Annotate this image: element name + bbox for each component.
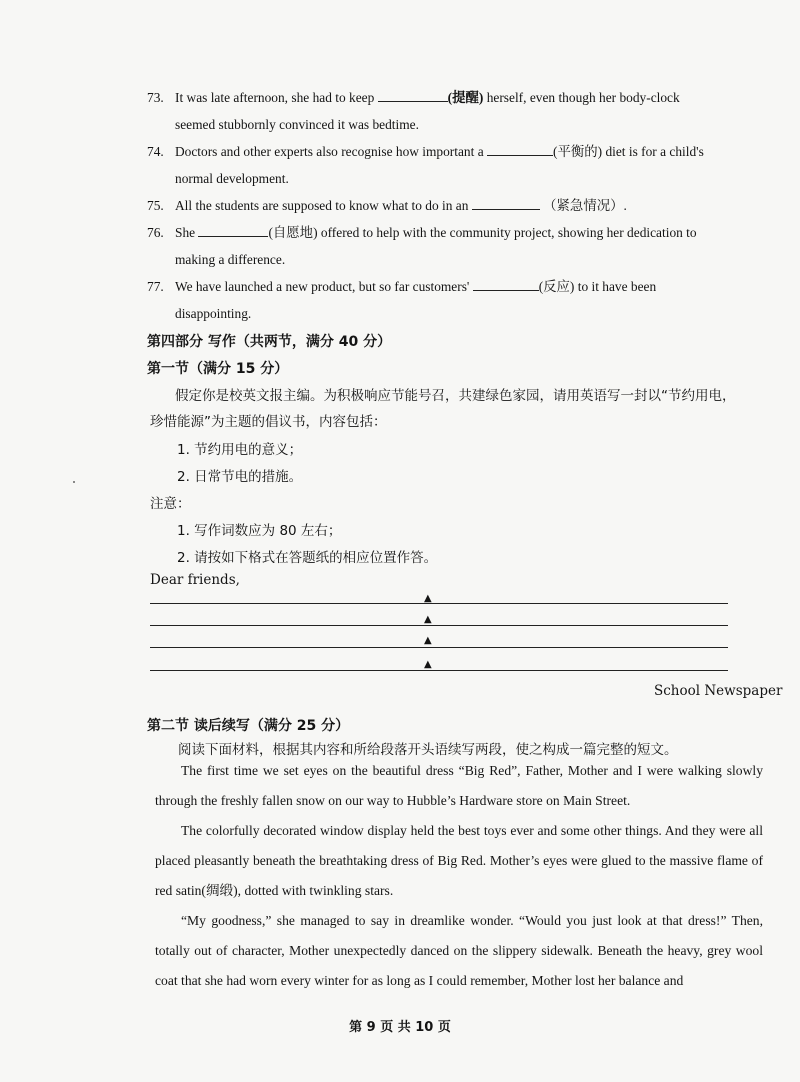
answer-blank[interactable] [487, 141, 553, 156]
note-label: 注意： [150, 496, 191, 512]
section2-title: 第二节 读后续写（满分 25 分） [147, 718, 350, 734]
prompt-line-1: 假定你是校英文报主编。为积极响应节能号召，共建绿色家园，请用英语写一封以“节约用电， [175, 388, 736, 404]
answer-blank[interactable] [378, 87, 448, 102]
question-continuation: disappointing. [175, 306, 252, 321]
writing-line[interactable] [150, 603, 728, 604]
scan-speck [73, 481, 75, 483]
hint-text: （紧急情况） [543, 198, 624, 213]
hint-text: (反应) [538, 279, 575, 294]
question-text: diet is for a child's [602, 144, 704, 159]
marker-triangle-icon: ▲ [424, 593, 432, 604]
hint-text: (平衡的) [553, 144, 603, 159]
hint-text: (自愿地) [268, 225, 318, 240]
content-item-1: 1. 节约用电的意义； [177, 442, 303, 458]
question-continuation: normal development. [175, 171, 289, 186]
hint-text: (提醒) [447, 90, 484, 105]
answer-blank[interactable] [472, 195, 540, 210]
marker-triangle-icon: ▲ [424, 614, 432, 625]
answer-blank[interactable] [198, 222, 268, 237]
page-footer: 第 9 页 共 10 页 [349, 1020, 451, 1035]
question-73 [147, 84, 759, 138]
writing-line[interactable] [150, 625, 728, 626]
answer-blank[interactable] [473, 276, 539, 291]
question-text: She [175, 225, 199, 240]
question-continuation: making a difference. [175, 252, 286, 267]
letter-greeting: Dear friends, [150, 572, 240, 588]
writing-line[interactable] [150, 670, 728, 671]
question-text: . [623, 198, 627, 213]
question-text: to it have been [574, 279, 657, 294]
passage-paragraph-3: “My goodness,” she managed to say in dreamlike wonder. “Would you just look at that dress!” Then, totally out of character, Mother unexpectedly danced on the slippery sidewalk. Beneath the heavy, grey wool coat that she had worn every winter for as long as I could remember, Mother lost her balance and [155, 913, 763, 988]
passage-paragraph-2: The colorfully decorated window display held the best toys ever and some other things. And they were all placed pleasantly beneath the breathtaking dress of Big Red. Mother’s eyes were glued to the massive flame of red satin(绸缎), dotted with twinkling stars. [155, 823, 763, 898]
question-77 [147, 273, 759, 327]
question-number: 76. [147, 225, 164, 240]
letter-signature: School Newspaper [654, 683, 783, 699]
marker-triangle-icon: ▲ [424, 659, 432, 670]
marker-triangle-icon: ▲ [424, 635, 432, 646]
question-number: 75. [147, 198, 164, 213]
note-item-2: 2. 请按如下格式在答题纸的相应位置作答。 [177, 550, 438, 566]
question-text: It was late afternoon, she had to keep [175, 90, 378, 105]
question-text: herself, even though her body-clock [483, 90, 680, 105]
question-text: offered to help with the community project, showing her dedication to [317, 225, 697, 240]
writing-line[interactable] [150, 647, 728, 648]
question-number: 77. [147, 279, 164, 294]
note-item-1: 1. 写作词数应为 80 左右； [177, 523, 342, 539]
question-76 [147, 219, 759, 273]
prompt-line-2: 珍惜能源”为主题的倡议书，内容包括： [150, 414, 387, 430]
section2-instruction: 阅读下面材料，根据其内容和所给段落开头语续写两段，使之构成一篇完整的短文。 [178, 742, 678, 758]
section1-title: 第一节（满分 15 分） [147, 361, 289, 377]
question-75 [147, 192, 759, 219]
question-text: All the students are supposed to know what to do in an [175, 198, 472, 213]
question-74 [147, 138, 759, 192]
question-number: 73. [147, 90, 164, 105]
question-text: Doctors and other experts also recognise how important a [175, 144, 487, 159]
question-number: 74. [147, 144, 164, 159]
content-item-2: 2. 日常节电的措施。 [177, 469, 303, 485]
part4-title: 第四部分 写作（共两节，满分 40 分） [147, 334, 392, 350]
question-text: We have launched a new product, but so far customers' [175, 279, 473, 294]
passage-paragraph-1: The first time we set eyes on the beautiful dress “Big Red”, Father, Mother and I were walking slowly through the freshly fallen snow on our way to Hubble’s Hardware store on Main Street. [155, 763, 763, 808]
question-continuation: seemed stubbornly convinced it was bedtime. [175, 117, 419, 132]
